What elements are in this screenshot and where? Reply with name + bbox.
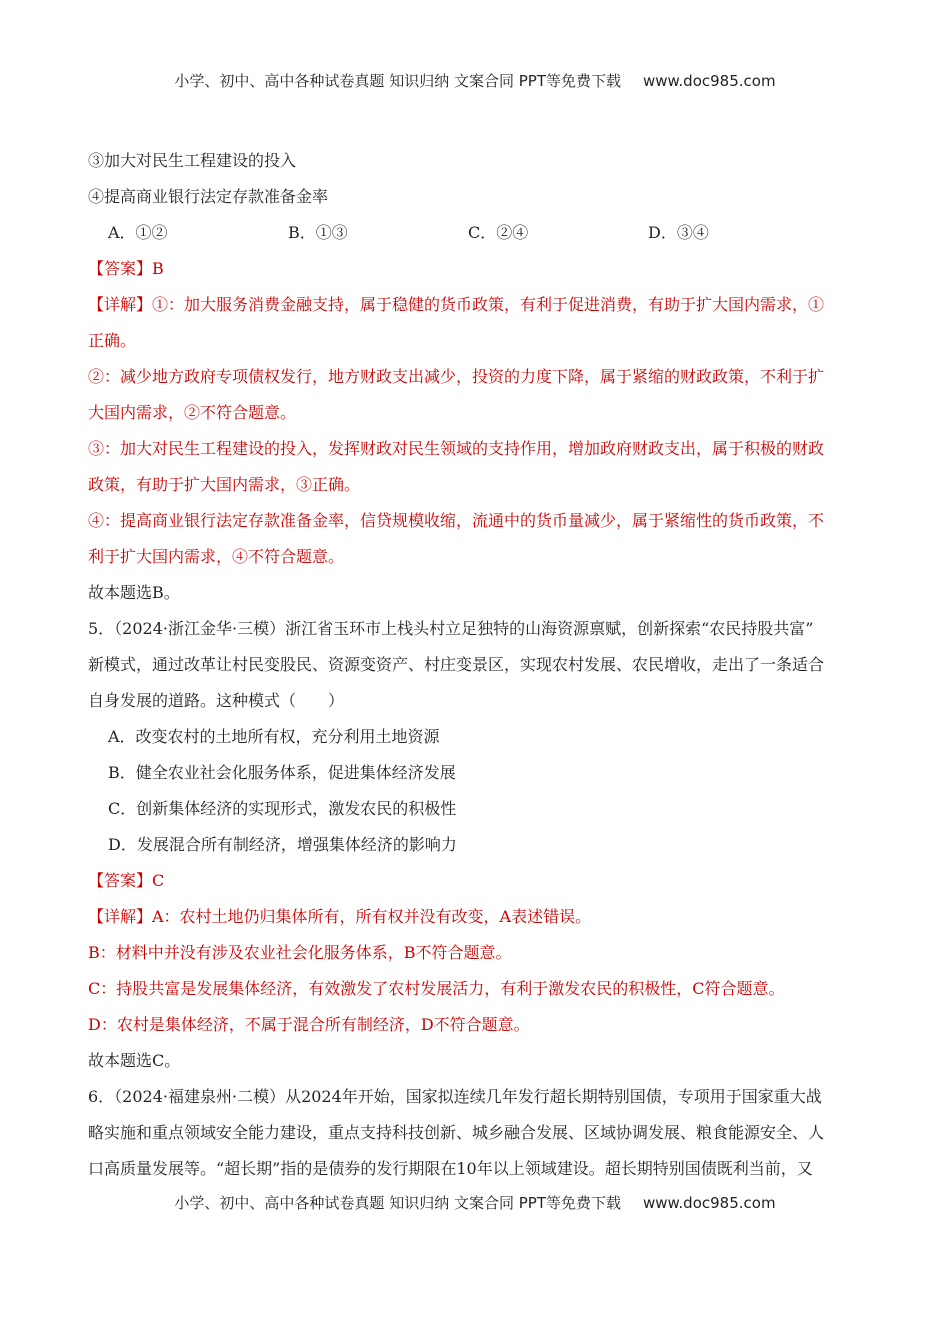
- q4-option-d: D．③④: [648, 223, 709, 242]
- q5-conclusion: 故本题选C。: [88, 1051, 181, 1070]
- footer-url[interactable]: www.doc985.com: [642, 1194, 776, 1212]
- document-body: [88, 143, 862, 1187]
- q4-detail-line: 大国内需求，②不符合题意。: [88, 403, 297, 422]
- q4-item-4: ④提高商业银行法定存款准备金率: [88, 187, 329, 206]
- q5-option-b: B．健全农业社会化服务体系，促进集体经济发展: [108, 763, 456, 782]
- q4-option-c: C．②④: [468, 223, 529, 242]
- q6-stem-line: 口高质量发展等。“超长期”指的是债券的发行期限在10年以上领域建设。超长期特别国债既利当前，又: [88, 1159, 813, 1178]
- q5-detail-line: C：持股共富是发展集体经济，有效激发了农村发展活力，有利于激发农民的积极性，C符合题意。: [88, 979, 785, 998]
- q6-stem-line: 略实施和重点领域安全能力建设，重点支持科技创新、城乡融合发展、区域协调发展、粮食能源安全、人: [88, 1123, 825, 1142]
- q5-stem-line: 5．（2024·浙江金华·三模）浙江省玉环市上栈头村立足独特的山海资源禀赋，创新探索“农民持股共富”: [88, 619, 814, 638]
- q4-options: [88, 215, 862, 251]
- q4-detail-line: 正确。: [88, 331, 137, 350]
- header-url[interactable]: www.doc985.com: [642, 72, 776, 90]
- q5-detail-line: B：材料中并没有涉及农业社会化服务体系，B不符合题意。: [88, 943, 512, 962]
- q4-detail-line: 【详解】①：加大服务消费金融支持，属于稳健的货币政策，有利于促进消费，有助于扩大国内需求，①: [88, 295, 825, 314]
- q4-item-3: ③加大对民生工程建设的投入: [88, 151, 297, 170]
- q4-answer: 【答案】B: [88, 259, 164, 278]
- q5-option-a: A．改变农村的土地所有权，充分利用土地资源: [108, 727, 440, 746]
- footer-text: 小学、初中、高中各种试卷真题 知识归纳 文案合同 PPT等免费下载: [174, 1194, 621, 1212]
- header-text: 小学、初中、高中各种试卷真题 知识归纳 文案合同 PPT等免费下载: [174, 72, 621, 90]
- q6-stem-line: 6．（2024·福建泉州·二模）从2024年开始，国家拟连续几年发行超长期特别国债，专项用于国家重大战: [88, 1087, 822, 1106]
- q5-detail-line: D：农村是集体经济，不属于混合所有制经济，D不符合题意。: [88, 1015, 530, 1034]
- q4-option-a: A．①②: [108, 223, 168, 242]
- q4-detail-line: 利于扩大国内需求，④不符合题意。: [88, 547, 345, 566]
- q4-option-b: B．①③: [288, 223, 348, 242]
- q4-detail-line: ②：减少地方政府专项债权发行，地方财政支出减少，投资的力度下降，属于紧缩的财政政策，不利于扩: [88, 367, 825, 386]
- page-footer: [0, 1192, 950, 1213]
- q5-option-d: D．发展混合所有制经济，增强集体经济的影响力: [108, 835, 457, 854]
- page-header: [0, 70, 950, 91]
- q4-detail-line: ③：加大对民生工程建设的投入，发挥财政对民生领域的支持作用，增加政府财政支出，属于积极的财政: [88, 439, 825, 458]
- q4-detail-line: 政策，有助于扩大国内需求，③正确。: [88, 475, 361, 494]
- q5-detail-line: 【详解】A：农村土地仍归集体所有，所有权并没有改变，A表述错误。: [88, 907, 592, 926]
- q4-conclusion: 故本题选B。: [88, 583, 180, 602]
- q5-option-c: C．创新集体经济的实现形式，激发农民的积极性: [108, 799, 457, 818]
- q4-detail-line: ④：提高商业银行法定存款准备金率，信贷规模收缩，流通中的货币量减少，属于紧缩性的货币政策，不: [88, 511, 825, 530]
- q5-answer: 【答案】C: [88, 871, 165, 890]
- q5-stem-line: 新模式，通过改革让村民变股民、资源变资产、村庄变景区，实现农村发展、农民增收，走出了一条适合: [88, 655, 825, 674]
- q5-stem-line: 自身发展的道路。这种模式（ ）: [88, 691, 345, 710]
